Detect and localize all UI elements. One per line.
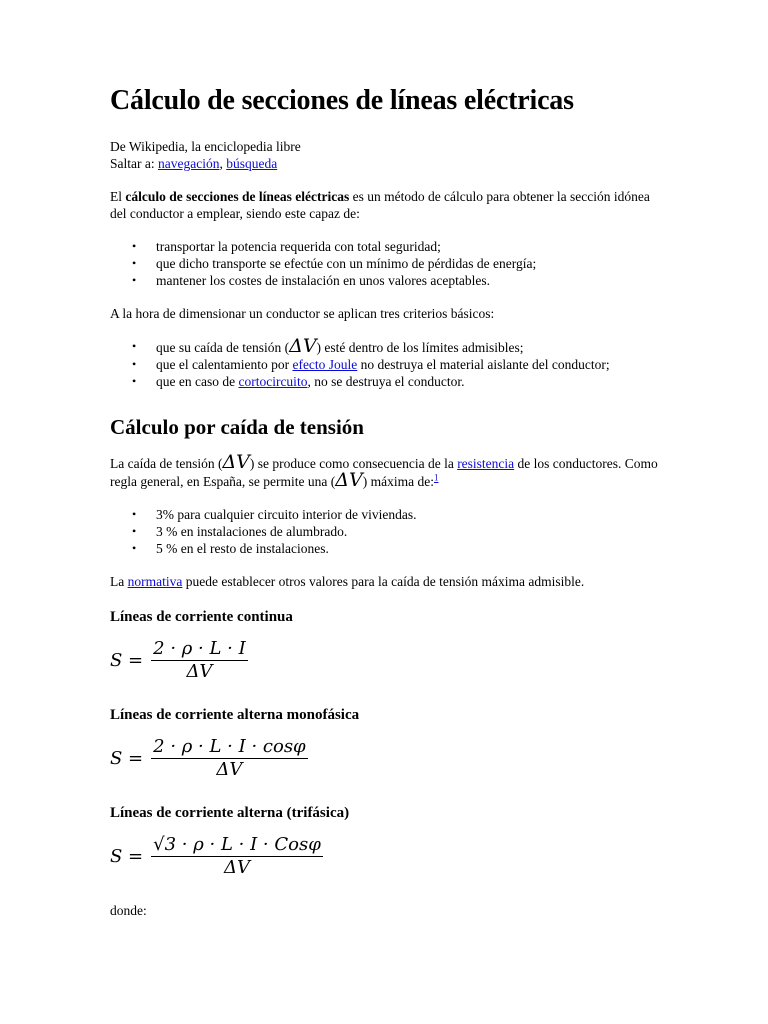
fraction-denominator: ΔV	[186, 661, 213, 682]
list-item: • que dicho transporte se efectúe con un mínimo de pérdidas de energía;	[156, 255, 658, 272]
formula-single-phase	[110, 734, 658, 782]
intro-paragraph	[110, 188, 658, 222]
criteria-intro: A la hora de dimensionar un conductor se aplican tres criterios básicos:	[110, 306, 495, 321]
navigation-link[interactable]: navegación	[157, 156, 220, 171]
fraction-denominator: ΔV	[223, 857, 250, 878]
jump-prefix: Saltar a:	[110, 156, 158, 171]
criterion-text: , no se destruya el conductor.	[307, 374, 465, 389]
efecto-joule-link[interactable]: efecto Joule	[292, 357, 358, 372]
paragraph-text: La	[110, 574, 128, 589]
paragraph-text: de los conductores. Como regla general, en España, se permite una (	[110, 456, 658, 489]
formula-heading: Líneas de corriente alterna (trifásica)	[110, 805, 350, 821]
criteria-list	[110, 335, 658, 390]
source-line: De Wikipedia, la enciclopedia libre	[110, 139, 301, 154]
paragraph-text: ) se produce como consecuencia de la	[249, 456, 458, 471]
jump-links	[110, 155, 658, 172]
search-link[interactable]: búsqueda	[226, 156, 278, 171]
section-heading: Cálculo por caída de tensión	[110, 415, 364, 439]
paragraph-text: puede establecer otros valores para la caída de tensión máxima admisible.	[182, 574, 585, 589]
formula-lhs: S =	[110, 747, 144, 769]
normativa-link[interactable]: normativa	[127, 574, 183, 589]
list-item	[156, 335, 658, 357]
cortocircuito-link[interactable]: cortocircuito	[238, 374, 308, 389]
intro-prefix: El	[110, 189, 126, 204]
fraction	[151, 738, 308, 778]
delta-v-symbol: ΔV	[335, 469, 363, 491]
list-item	[156, 373, 658, 390]
paragraph-text: ) máxima de:	[362, 474, 434, 489]
delta-v-symbol: ΔV	[222, 451, 250, 473]
formula-heading: Líneas de corriente alterna monofásica	[110, 707, 360, 723]
criterion-text: no destruya el material aislante del conductor;	[357, 357, 610, 372]
voltage-drop-paragraph	[110, 451, 658, 491]
limits-list	[110, 506, 658, 557]
paragraph-text: La caída de tensión (	[110, 456, 223, 471]
fraction-numerator: √3 · ρ · L · I · Cosφ	[153, 834, 321, 855]
criterion-text: que su caída de tensión (	[156, 340, 290, 355]
fraction	[151, 836, 323, 876]
fraction-numerator: 2 · ρ · L · I · cosφ	[153, 736, 306, 757]
fraction	[151, 640, 248, 680]
formula-lhs: S =	[110, 649, 144, 671]
fraction-denominator: ΔV	[216, 759, 243, 780]
list-item: • transportar la potencia requerida con total seguridad;	[156, 238, 658, 255]
jump-separator: ,	[219, 156, 227, 171]
delta-v-symbol: ΔV	[289, 335, 317, 357]
formula-dc	[110, 636, 658, 684]
reference-link[interactable]: 1	[433, 472, 439, 483]
list-item: • mantener los costes de instalación en unos valores aceptables.	[156, 272, 658, 289]
criterion-text: que el calentamiento por	[156, 357, 293, 372]
normativa-paragraph	[110, 573, 658, 590]
formula-heading: Líneas de corriente continua	[110, 609, 293, 625]
formula-three-phase	[110, 832, 658, 880]
intro-rest: es un método de cálculo para obtener la sección idónea del conductor a emplear, siendo este capaz de:	[110, 189, 650, 221]
formula-lhs: S =	[110, 845, 144, 867]
list-item: • 3 % en instalaciones de alumbrado.	[156, 523, 658, 540]
list-item: • 3% para cualquier circuito interior de viviendas.	[156, 506, 658, 523]
capabilities-list	[110, 238, 658, 289]
donde-text: donde:	[110, 903, 147, 918]
criterion-text: que en caso de	[156, 374, 239, 389]
criterion-text: ) esté dentro de los límites admisibles;	[316, 340, 524, 355]
list-item	[156, 356, 658, 373]
intro-bold-term: cálculo de secciones de líneas eléctricas	[125, 189, 350, 204]
page-title: Cálculo de secciones de líneas eléctricas	[110, 85, 574, 116]
fraction-numerator: 2 · ρ · L · I	[153, 638, 246, 659]
resistencia-link[interactable]: resistencia	[457, 456, 515, 471]
list-item: • 5 % en el resto de instalaciones.	[156, 540, 658, 557]
